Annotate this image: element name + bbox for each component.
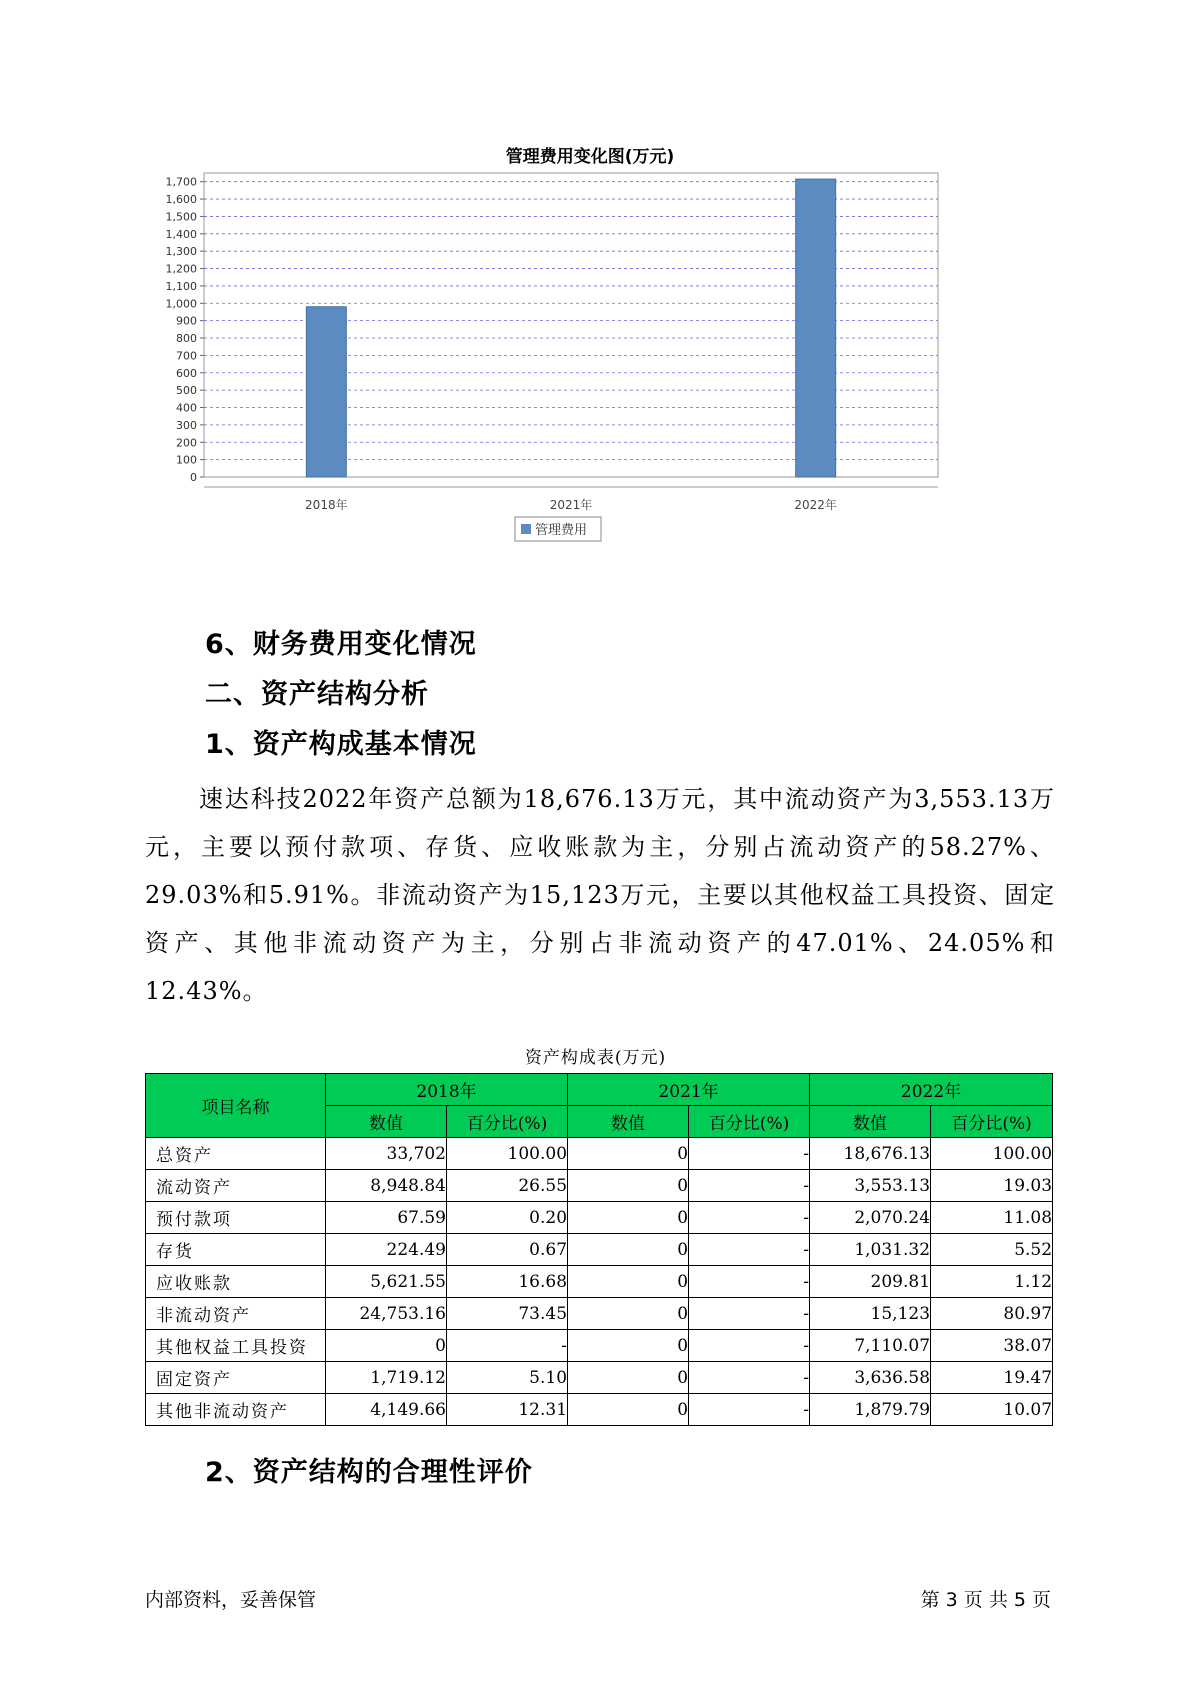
bar-0 (306, 307, 346, 477)
bar-2 (796, 179, 836, 477)
management-expense-chart (150, 130, 1030, 600)
cell-v2018: 5,621.55 (326, 1266, 447, 1298)
row-label: 其他非流动资产 (146, 1394, 326, 1426)
table-row (146, 1362, 1053, 1394)
cell-v2018: 8,948.84 (326, 1170, 447, 1202)
cell-v2018: 0 (326, 1330, 447, 1362)
footer-confidential-note: 内部资料，妥善保管 (145, 1589, 317, 1611)
table-row (146, 1394, 1053, 1426)
cell-p2022: 5.52 (931, 1234, 1053, 1266)
cell-p2022: 1.12 (931, 1266, 1053, 1298)
chart-svg (150, 130, 1030, 600)
cell-v2022: 209.81 (810, 1266, 931, 1298)
legend-swatch (521, 524, 531, 534)
cell-p2021: - (689, 1362, 810, 1394)
heading-financial-expense: 6、财务费用变化情况 (205, 629, 477, 660)
cell-v2018: 224.49 (326, 1234, 447, 1266)
cell-p2021: - (689, 1202, 810, 1234)
row-label: 应收账款 (146, 1266, 326, 1298)
cell-v2022: 18,676.13 (810, 1138, 931, 1170)
row-label: 其他权益工具投资 (146, 1330, 326, 1362)
cell-p2022: 10.07 (931, 1394, 1053, 1426)
cell-p2018: 26.55 (447, 1170, 568, 1202)
cell-v2021: 0 (568, 1234, 689, 1266)
cell-v2018: 1,719.12 (326, 1362, 447, 1394)
cell-v2021: 0 (568, 1394, 689, 1426)
x-tick-label: 2022年 (794, 498, 837, 512)
y-tick-label: 400 (176, 401, 197, 415)
cell-p2022: 80.97 (931, 1298, 1053, 1330)
cell-v2022: 1,879.79 (810, 1394, 931, 1426)
y-tick-label: 700 (176, 349, 197, 363)
legend-label: 管理费用 (535, 523, 588, 538)
cell-p2018: 12.31 (447, 1394, 568, 1426)
y-tick-label: 1,200 (165, 262, 197, 276)
heading-asset-composition: 1、资产构成基本情况 (205, 729, 477, 760)
cell-p2021: - (689, 1330, 810, 1362)
y-tick-label: 600 (176, 366, 197, 380)
y-tick-label: 1,400 (165, 227, 197, 241)
y-tick-label: 300 (176, 418, 197, 432)
y-tick-label: 900 (176, 314, 197, 328)
cell-v2021: 0 (568, 1170, 689, 1202)
cell-v2018: 24,753.16 (326, 1298, 447, 1330)
header-year-2021: 2021年 (568, 1074, 810, 1106)
y-tick-label: 1,500 (165, 210, 197, 224)
cell-v2022: 1,031.32 (810, 1234, 931, 1266)
table-row (146, 1330, 1053, 1362)
y-tick-label: 1,700 (165, 175, 197, 189)
y-tick-label: 800 (176, 332, 197, 346)
cell-p2018: 5.10 (447, 1362, 568, 1394)
cell-p2022: 38.07 (931, 1330, 1053, 1362)
cell-p2021: - (689, 1234, 810, 1266)
chart-title: 管理费用变化图(万元) (505, 147, 675, 167)
cell-p2018: 0.20 (447, 1202, 568, 1234)
y-tick-label: 200 (176, 436, 197, 450)
table-row (146, 1138, 1053, 1170)
cell-v2018: 67.59 (326, 1202, 447, 1234)
table-row (146, 1298, 1053, 1330)
cell-v2021: 0 (568, 1138, 689, 1170)
header-item-name: 项目名称 (146, 1074, 326, 1138)
cell-p2018: 73.45 (447, 1298, 568, 1330)
asset-summary-paragraph: 速达科技2022年资产总额为18,676.13万元，其中流动资产为3,553.13万元，主要以预付款项、存货、应收账款为主，分别占流动资产的58.27%、29.03%和5.91%。非流动资产为15,123万元，主要以其他权益工具投资、固定资产、其他非流动资产为主，分别占非流动资产的47.01%、24.05%和12.43%。 (145, 785, 1055, 1005)
table-row (146, 1170, 1053, 1202)
row-label: 固定资产 (146, 1362, 326, 1394)
cell-v2021: 0 (568, 1202, 689, 1234)
cell-p2022: 19.03 (931, 1170, 1053, 1202)
cell-p2021: - (689, 1170, 810, 1202)
y-tick-label: 0 (190, 471, 197, 484)
x-tick-label: 2021年 (549, 498, 593, 512)
cell-v2021: 0 (568, 1298, 689, 1330)
cell-v2022: 3,636.58 (810, 1362, 931, 1394)
cell-v2022: 3,553.13 (810, 1170, 931, 1202)
y-tick-label: 1,600 (165, 193, 197, 207)
y-tick-label: 1,300 (165, 245, 197, 259)
header-year-2022: 2022年 (810, 1074, 1053, 1106)
cell-p2018: 0.67 (447, 1234, 568, 1266)
heading-asset-structure: 二、资产结构分析 (205, 679, 429, 710)
cell-p2018: 100.00 (447, 1138, 568, 1170)
y-tick-label: 500 (176, 384, 197, 398)
cell-v2022: 7,110.07 (810, 1330, 931, 1362)
table-row (146, 1202, 1053, 1234)
cell-v2021: 0 (568, 1266, 689, 1298)
cell-p2021: - (689, 1138, 810, 1170)
cell-v2018: 4,149.66 (326, 1394, 447, 1426)
cell-v2021: 0 (568, 1362, 689, 1394)
header-value: 数值 (810, 1106, 931, 1138)
cell-v2021: 0 (568, 1330, 689, 1362)
cell-p2022: 100.00 (931, 1138, 1053, 1170)
cell-v2022: 15,123 (810, 1298, 931, 1330)
cell-p2022: 11.08 (931, 1202, 1053, 1234)
y-tick-label: 1,100 (165, 279, 197, 293)
heading-asset-evaluation: 2、资产结构的合理性评价 (205, 1457, 533, 1488)
header-year-2018: 2018年 (326, 1074, 568, 1106)
cell-p2021: - (689, 1266, 810, 1298)
row-label: 预付款项 (146, 1202, 326, 1234)
cell-p2018: - (447, 1330, 568, 1362)
row-label: 非流动资产 (146, 1298, 326, 1330)
row-label: 总资产 (146, 1138, 326, 1170)
row-label: 流动资产 (146, 1170, 326, 1202)
header-percent: 百分比(%) (447, 1106, 568, 1138)
table-title: 资产构成表(万元) (524, 1048, 667, 1068)
x-tick-label: 2018年 (305, 498, 348, 512)
cell-p2021: - (689, 1298, 810, 1330)
cell-v2018: 33,702 (326, 1138, 447, 1170)
header-percent: 百分比(%) (931, 1106, 1053, 1138)
cell-p2018: 16.68 (447, 1266, 568, 1298)
cell-v2022: 2,070.24 (810, 1202, 931, 1234)
cell-p2022: 19.47 (931, 1362, 1053, 1394)
asset-composition-table (145, 1073, 1053, 1426)
table-row (146, 1266, 1053, 1298)
header-percent: 百分比(%) (689, 1106, 810, 1138)
header-value: 数值 (568, 1106, 689, 1138)
footer-page-number: 第 3 页 共 5 页 (920, 1589, 1051, 1611)
cell-p2021: - (689, 1394, 810, 1426)
header-value: 数值 (326, 1106, 447, 1138)
row-label: 存货 (146, 1234, 326, 1266)
y-tick-label: 100 (176, 453, 197, 467)
y-tick-label: 1,000 (165, 297, 197, 311)
table-row (146, 1234, 1053, 1266)
table-body (146, 1138, 1053, 1426)
